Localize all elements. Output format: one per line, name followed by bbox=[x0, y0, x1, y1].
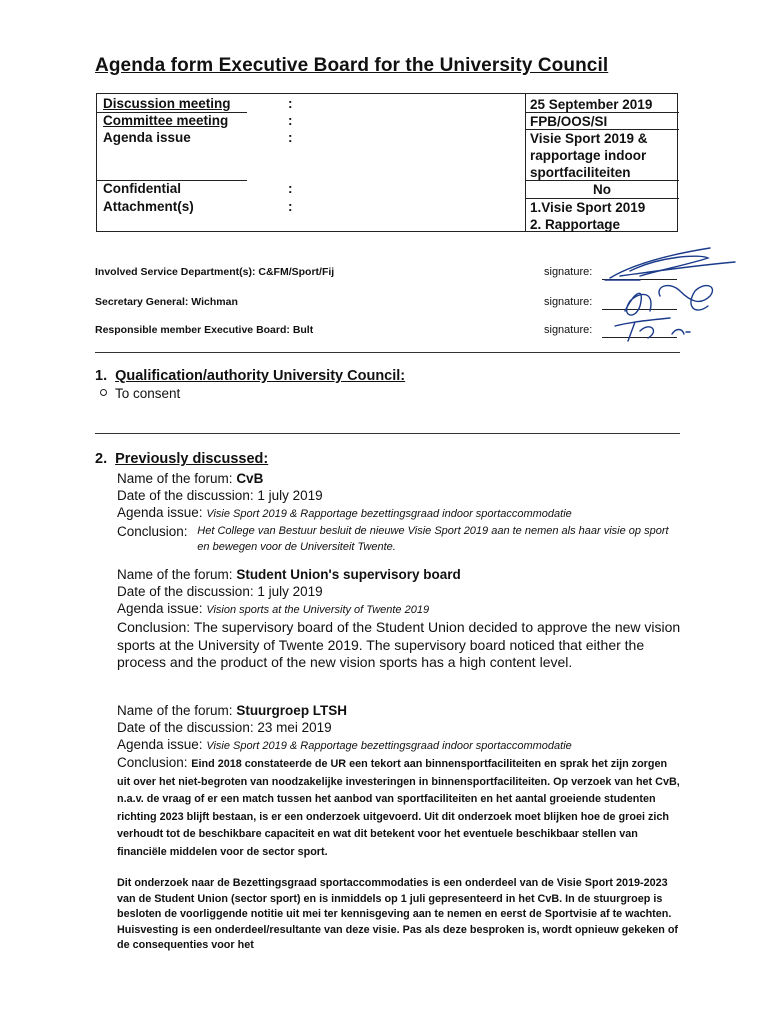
forum-date: Date of the discussion: 1 july 2019 bbox=[117, 584, 323, 599]
agenda-label: Agenda issue: bbox=[117, 505, 207, 520]
conclusion-label: Conclusion: bbox=[117, 524, 192, 539]
qualification-text: To consent bbox=[115, 386, 181, 401]
involved-departments: Involved Service Department(s): C&FM/Sport/Fij bbox=[95, 266, 335, 278]
meta-label: Attachment(s) bbox=[103, 199, 194, 214]
conclusion-text: Eind 2018 constateerde de UR een tekort aan binnensportfaciliteiten en sprak het zijn zorgen uit over het niet-begroten van noodzakelijke investeringen in binnensportfaciliteiten. Op verzoek van het CvB, n.a.v. de vraag of er een match tussen het aanbod van sportfaciliteiten en het aantal groeiende studenten richting 2023 blijft bestaan, is er een onderzoek uitgevoerd. Uit dit onderzoek moet blijken hoe de groei zich verhoudt tot de beschikbare capaciteit en wat dit betekent voor het eventuele beschikbaar stellen van financiële middelen voor de sector sport. bbox=[117, 758, 680, 858]
conclusion-text: Het College van Bestuur besluit de nieuwe Visie Sport 2019 aan te nemen als haar visie op sport en bewegen voor de Universiteit Twente. bbox=[197, 525, 669, 553]
signature-label: signature: bbox=[544, 296, 593, 308]
responsible-member: Responsible member Executive Board: Bult bbox=[95, 324, 314, 336]
circle-bullet-icon bbox=[100, 389, 107, 396]
meta-colon: : bbox=[288, 181, 293, 196]
meta-value: No bbox=[593, 182, 611, 197]
agenda-text: Visie Sport 2019 & Rapportage bezettingsgraad indoor sportaccommodatie bbox=[206, 508, 572, 520]
forum-name: Student Union's supervisory board bbox=[236, 567, 461, 582]
meta-colon: : bbox=[288, 130, 293, 145]
agenda-text: Visie Sport 2019 & Rapportage bezettingsgraad indoor sportaccommodatie bbox=[206, 740, 572, 752]
meta-colon: : bbox=[288, 199, 293, 214]
forum-name-label: Name of the forum: bbox=[117, 567, 237, 582]
meta-label: Discussion meeting bbox=[103, 96, 231, 111]
section-title-text: Qualification/authority University Council: bbox=[115, 368, 406, 384]
page-title: Agenda form Executive Board for the University Council bbox=[95, 55, 609, 76]
conclusion-label: Conclusion: bbox=[117, 755, 192, 770]
conclusion-text: Conclusion: The supervisory board of the Student Union decided to approve the new vision sports at the University of Twente 2019. The supervisory board noticed that either the process and the product of the new vision sports has a high content level. bbox=[117, 619, 681, 670]
forum-stuurgroep bbox=[117, 702, 682, 954]
forum-cvb bbox=[117, 470, 682, 555]
forum-student-union bbox=[117, 566, 682, 672]
qualification-item bbox=[100, 386, 180, 401]
meta-value: 1.Visie Sport 2019 2. Rapportage bbox=[530, 200, 646, 232]
section-2-title bbox=[95, 451, 268, 467]
meta-value: FPB/OOS/SI bbox=[530, 114, 608, 129]
agenda-label: Agenda issue: bbox=[117, 601, 207, 616]
meta-table bbox=[96, 93, 678, 232]
forum-name: CvB bbox=[236, 471, 264, 486]
section-1-title bbox=[95, 368, 405, 384]
agenda-label: Agenda issue: bbox=[117, 737, 207, 752]
forum-name: Stuurgroep LTSH bbox=[236, 703, 348, 718]
meta-colon: : bbox=[288, 96, 293, 111]
section-title-text: Previously discussed: bbox=[115, 451, 269, 467]
forum-name-label: Name of the forum: bbox=[117, 471, 237, 486]
meta-label: Agenda issue bbox=[103, 130, 191, 145]
forum-date: Date of the discussion: 1 july 2019 bbox=[117, 488, 323, 503]
meta-label: Committee meeting bbox=[103, 113, 229, 128]
handwritten-signatures bbox=[600, 236, 740, 346]
signature-label: signature: bbox=[544, 266, 593, 278]
section-number: 2. bbox=[95, 451, 108, 467]
section-number: 1. bbox=[95, 368, 108, 384]
meta-label: Confidential bbox=[103, 181, 181, 196]
meta-value: 25 September 2019 bbox=[530, 97, 653, 112]
meta-value: Visie Sport 2019 & rapportage indoor sportfaciliteiten bbox=[530, 131, 648, 180]
meta-colon: : bbox=[288, 113, 293, 128]
forum-date: Date of the discussion: 23 mei 2019 bbox=[117, 720, 332, 735]
signature-label: signature: bbox=[544, 324, 593, 336]
agenda-text: Vision sports at the University of Twente 2019 bbox=[206, 604, 430, 616]
forum-name-label: Name of the forum: bbox=[117, 703, 237, 718]
secretary-general: Secretary General: Wichman bbox=[95, 296, 238, 308]
extra-paragraph: Dit onderzoek naar de Bezettingsgraad sportaccommodaties is een onderdeel van de Visie Sport 2019-2023 van de Student Union (sector sport) en is inmiddels op 1 juli gepresenteerd in het CvB. In de stuurgroep is besloten de voorliggende notitie uit mei ter kennisgeving aan te nemen en eerst de Sportvisie af te wachten. Huisvesting is een onderdeel/resultante van deze visie. Pas als deze besproken is, wordt opnieuw gekeken of de consequenties voor het bbox=[117, 877, 679, 951]
